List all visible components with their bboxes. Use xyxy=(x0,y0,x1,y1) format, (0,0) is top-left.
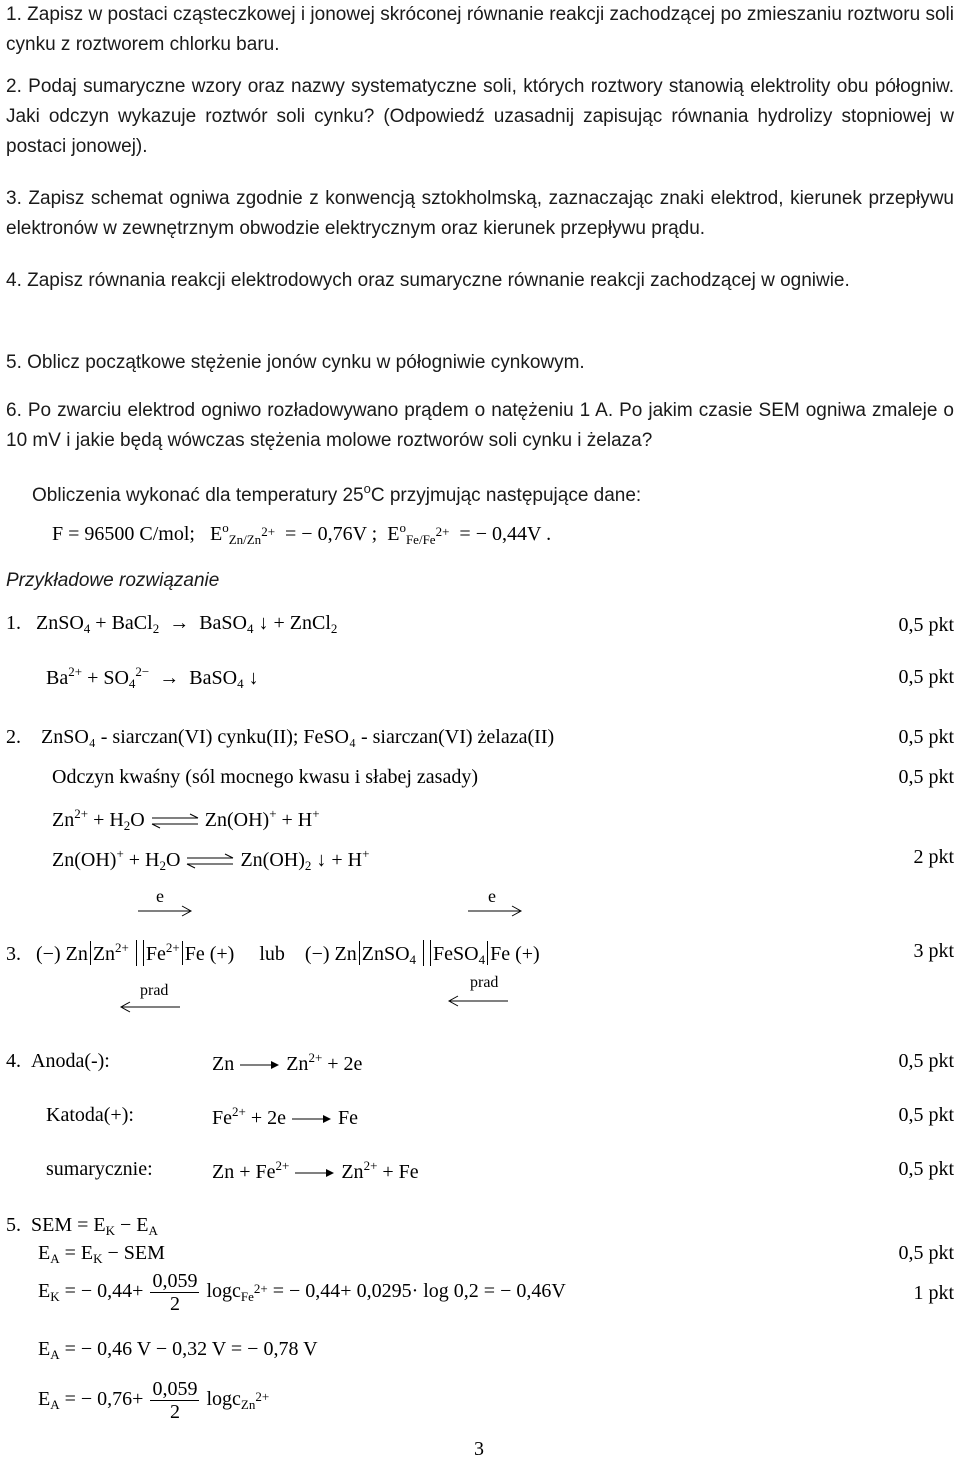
e2-sub: Fe/Fe xyxy=(405,532,436,547)
fraction-denominator: 2 xyxy=(169,1401,180,1423)
h1-zn-sup: 2+ xyxy=(74,806,89,821)
h2-hplus: + H xyxy=(331,849,363,871)
h1-hplus-sup: + xyxy=(312,806,320,821)
points-s4-c: 0,5 pkt xyxy=(898,1158,954,1180)
fraction xyxy=(150,1270,199,1315)
sum-reactants: Zn + Fe xyxy=(212,1161,276,1183)
h2-znoh-sup: + xyxy=(116,846,124,861)
h2-znoh: Zn(OH) xyxy=(52,849,117,871)
current-arrow-icon xyxy=(446,994,510,1008)
s1-bacl2-sub: 2 xyxy=(152,621,160,636)
points-s5-a: 0,5 pkt xyxy=(898,1242,954,1264)
question-1: 1. Zapisz w postaci cząsteczkowej i jonowej skróconej równanie reakcji zachodzącej po zmieszaniu roztworu soli cynku z roztworem chlorku baru. xyxy=(6,4,954,55)
s5-logc-zn-sub: Zn xyxy=(240,1397,256,1413)
s1-baso4-sub: 4 xyxy=(247,621,254,636)
an-zn: Zn xyxy=(212,1053,235,1075)
s5-ek-result: = − 0,44+ 0,0295· log 0,2 = − 0,46V xyxy=(272,1280,566,1303)
s4-anode-reaction xyxy=(212,1050,362,1076)
s4-cathode-label: Katoda(+): xyxy=(46,1104,134,1126)
s5-logc: logc xyxy=(206,1280,241,1303)
electron-arrow-icon xyxy=(136,904,194,918)
question-3: 3. Zapisz schemat ogniwa zgodnie z konwencją sztokholmską, zaznaczając znaki elektrod, kierunek przepływu elektronów w zewnętrznym obwodzie elektrycznym oraz kierunek przepływu prądu. xyxy=(6,188,954,239)
current-label-1: prad xyxy=(140,982,169,999)
s5-line2 xyxy=(38,1242,165,1267)
s5-logc-sub-sup: 2+ xyxy=(253,1281,268,1297)
reaction-arrow-icon: → xyxy=(164,612,195,634)
s5-ea: E xyxy=(38,1242,51,1264)
an-2e: + 2e xyxy=(327,1053,363,1075)
given-intro-sup: o xyxy=(363,481,371,496)
s1-zncl2-sub: 2 xyxy=(330,621,338,636)
e2-sup: o xyxy=(399,520,406,535)
points-s1-a: 0,5 pkt xyxy=(898,614,954,636)
reaction-arrow-icon: → xyxy=(154,667,185,689)
s5-minus-sem: − SEM xyxy=(102,1242,165,1264)
electron-label-2: e xyxy=(488,886,496,906)
s5-sem-k: K xyxy=(105,1223,116,1238)
electron-arrow-icon xyxy=(466,904,524,918)
current-arrow-icon xyxy=(118,1000,182,1014)
s5-ea3: E xyxy=(38,1388,51,1411)
s3-zn2-sup: 2+ xyxy=(115,940,129,955)
s5-ea2: E xyxy=(38,1338,51,1360)
s1-line2 xyxy=(46,664,259,692)
s3-znso4: ZnSO xyxy=(361,943,410,965)
s5-line3 xyxy=(38,1270,566,1315)
precipitate-arrow-icon: ↓ xyxy=(316,849,327,871)
question-5: 5. Oblicz początkowe stężenie jonów cynku w półogniwie cynkowym. xyxy=(6,352,585,373)
h1-hplus: + H xyxy=(281,809,313,831)
s5-sem-mid: − E xyxy=(115,1214,149,1236)
h1-zn: Zn xyxy=(52,809,75,831)
equilibrium-arrow-icon xyxy=(185,853,235,869)
salt-bridge-icon xyxy=(423,940,431,966)
h1-h-sub: 2 xyxy=(123,818,131,833)
sum-fe: + Fe xyxy=(382,1161,419,1183)
kat-fe2: Fe xyxy=(212,1107,232,1129)
e1-sup: o xyxy=(222,520,229,535)
s4-sum-reaction xyxy=(212,1158,419,1184)
given-intro xyxy=(32,474,641,511)
given-data xyxy=(52,520,551,548)
s1-so4-sup: 2− xyxy=(135,664,150,679)
s1-znso4: ZnSO xyxy=(36,612,84,634)
s3-fe2-sup: 2+ xyxy=(165,940,180,955)
equilibrium-arrow-icon xyxy=(150,813,200,829)
s3-anode-2: (−) Zn xyxy=(304,943,357,965)
s5-ea2-sub: A xyxy=(50,1347,60,1362)
s5-ek2: E xyxy=(38,1280,51,1303)
solution-heading: Przykładowe rozwiązanie xyxy=(6,570,220,591)
fraction-numerator: 0,059 xyxy=(152,1270,198,1292)
s5-number: 5. xyxy=(6,1214,21,1236)
s3-znso4-sub: 4 xyxy=(409,952,417,967)
s4-anode xyxy=(6,1050,110,1073)
s5-ea3-sub: A xyxy=(50,1397,60,1413)
s2-salts: ZnSO₄ - siarczan(VI) cynku(II); FeSO₄ - siarczan(VI) żelaza(II) xyxy=(41,726,555,748)
e1-symbol: E xyxy=(209,523,223,545)
h1-h: + H xyxy=(93,809,124,831)
s3-or: lub xyxy=(259,943,285,965)
s1-so4: + SO xyxy=(87,667,129,689)
s3-cathode-2: Fe (+) xyxy=(490,943,540,965)
precipitate-arrow-icon: ↓ xyxy=(258,612,269,634)
s1-znso4-sub: 4 xyxy=(83,621,91,636)
given-intro-pre: Obliczenia wykonać dla temperatury 25 xyxy=(32,485,364,506)
s5-sem: SEM = E xyxy=(31,1214,106,1236)
s3-feso4-sub: 4 xyxy=(478,952,486,967)
points-s2-a: 0,5 pkt xyxy=(898,726,954,748)
sum-reactants-sup: 2+ xyxy=(275,1158,290,1173)
salt-bridge-icon xyxy=(136,940,144,966)
e1-value: = − 0,76V ; xyxy=(285,523,378,545)
s5-line5 xyxy=(38,1378,269,1423)
s1-zncl2: + ZnCl xyxy=(273,612,331,634)
s1-bacl2: + BaCl xyxy=(95,612,153,634)
s3-anode: (−) Zn xyxy=(36,943,88,965)
s4-anode-label: Anoda(-): xyxy=(31,1050,110,1072)
reaction-arrow-icon xyxy=(294,1167,336,1179)
s1-so4-sub: 4 xyxy=(128,676,136,691)
points-s4-b: 0,5 pkt xyxy=(898,1104,954,1126)
s5-logc-zn-sub-sup: 2+ xyxy=(255,1389,270,1405)
faraday-constant: F = 96500 C/mol; xyxy=(52,523,195,545)
h2-h-sub: 2 xyxy=(159,858,167,873)
points-s1-b: 0,5 pkt xyxy=(898,666,954,688)
e1-sub: Zn/Zn xyxy=(228,532,262,547)
points-s3: 3 pkt xyxy=(913,940,954,962)
e2-symbol: E xyxy=(387,523,400,545)
sum-zn2-sup: 2+ xyxy=(363,1158,378,1173)
s2-odczyn: Odczyn kwaśny (sól mocnego kwasu i słabej zasady) xyxy=(52,766,478,788)
s2-hydrolysis-1 xyxy=(52,806,320,834)
e2-value: = − 0,44V . xyxy=(459,523,552,545)
s4-sum-label: sumarycznie: xyxy=(46,1158,153,1180)
fraction xyxy=(150,1378,199,1423)
s3-feso4: FeSO xyxy=(433,943,479,965)
an-zn2-sup: 2+ xyxy=(308,1050,323,1065)
h1-znoh: Zn(OH) xyxy=(204,809,270,831)
h1-znoh-sup: + xyxy=(269,806,277,821)
current-label-2: prad xyxy=(470,974,499,991)
reaction-arrow-icon xyxy=(291,1113,333,1125)
s5-sem-a: A xyxy=(148,1223,158,1238)
h2-h: + H xyxy=(128,849,160,871)
precipitate-arrow-icon: ↓ xyxy=(248,667,259,689)
s5-ea3-eq: = − 0,76+ xyxy=(64,1388,144,1411)
question-2: 2. Podaj sumaryczne wzory oraz nazwy systematyczne soli, których roztwory stanowią elektrolity obu półogniw. Jaki odczyn wykazuje roztwór soli cynku? (Odpowiedź uzasadnij zapisując równania hydrolizy stopniowej w postaci jonowej). xyxy=(6,76,954,157)
s2-line1 xyxy=(6,726,554,749)
s1-line1 xyxy=(6,612,337,637)
s4-cathode-reaction xyxy=(212,1104,358,1130)
h2-znoh2: Zn(OH) xyxy=(240,849,305,871)
points-s2-c: 2 pkt xyxy=(913,846,954,868)
h2-hplus-sup: + xyxy=(362,846,370,861)
reaction-arrow-icon xyxy=(239,1059,281,1071)
points-s5-b: 1 pkt xyxy=(913,1282,954,1304)
s5-ek-eq: = − 0,44+ xyxy=(64,1280,144,1303)
question-6: 6. Po zwarciu elektrod ogniwo rozładowywano prądem o natężeniu 1 A. Po jakim czasie SEM ogniwa zmaleje o 10 mV i jakie będą wówczas stężenia molowe roztworów soli cynku i żelaza? xyxy=(6,400,954,451)
question-4: 4. Zapisz równania reakcji elektrodowych oraz sumaryczne równanie reakcji zachodzącej w ogniwie. xyxy=(6,270,850,291)
s1-number: 1. xyxy=(6,612,21,634)
s5-ek2-sub: K xyxy=(50,1289,60,1305)
s1-ba: Ba xyxy=(46,667,69,689)
s5-ek-sub: K xyxy=(93,1251,103,1266)
s1-baso4-2-sub: 4 xyxy=(237,676,244,691)
points-s2-b: 0,5 pkt xyxy=(898,766,954,788)
s1-baso4-2: BaSO xyxy=(189,667,238,689)
s5-logc-zn: logc xyxy=(206,1388,241,1411)
s3-fe2: Fe xyxy=(145,943,166,965)
s4-number: 4. xyxy=(6,1050,21,1072)
fraction-numerator: 0,059 xyxy=(152,1378,198,1400)
kat-fe: Fe xyxy=(338,1107,358,1129)
sum-zn2: Zn xyxy=(341,1161,364,1183)
s1-baso4: BaSO xyxy=(199,612,247,634)
given-intro-post: C przyjmując następujące dane: xyxy=(370,485,642,506)
phase-boundary-icon xyxy=(359,941,360,965)
kat-2e: + 2e xyxy=(250,1107,286,1129)
s3-number: 3. xyxy=(6,943,21,965)
s5-ea-sub: A xyxy=(50,1251,60,1266)
s3-zn2: Zn xyxy=(92,943,116,965)
h2-znoh2-sub: 2 xyxy=(304,858,312,873)
h2-o: O xyxy=(166,849,181,871)
kat-fe2-sup: 2+ xyxy=(232,1104,246,1119)
s3-cathode: Fe (+) xyxy=(184,943,235,965)
phase-boundary-icon xyxy=(487,941,488,965)
s5-line1 xyxy=(6,1214,158,1239)
e2-sub-sup: 2+ xyxy=(435,524,450,539)
s5-ea-result: = − 0,46 V − 0,32 V = − 0,78 V xyxy=(59,1338,318,1360)
phase-boundary-icon xyxy=(90,941,91,965)
e1-sub-sup: 2+ xyxy=(261,524,276,539)
s5-logc-sub: Fe xyxy=(240,1289,254,1305)
fraction-denominator: 2 xyxy=(169,1293,180,1315)
s3-cell-scheme xyxy=(6,940,540,968)
s2-hydrolysis-2 xyxy=(52,846,369,874)
page-number: 3 xyxy=(474,1438,484,1460)
electron-label-1: e xyxy=(156,886,164,906)
s5-ek: = E xyxy=(59,1242,94,1264)
points-s4-a: 0,5 pkt xyxy=(898,1050,954,1072)
s1-ba-sup: 2+ xyxy=(68,664,83,679)
h1-o: O xyxy=(130,809,145,831)
phase-boundary-icon xyxy=(182,941,183,965)
s5-line4 xyxy=(38,1338,318,1363)
s2-number: 2. xyxy=(6,726,21,748)
an-zn2: Zn xyxy=(286,1053,309,1075)
